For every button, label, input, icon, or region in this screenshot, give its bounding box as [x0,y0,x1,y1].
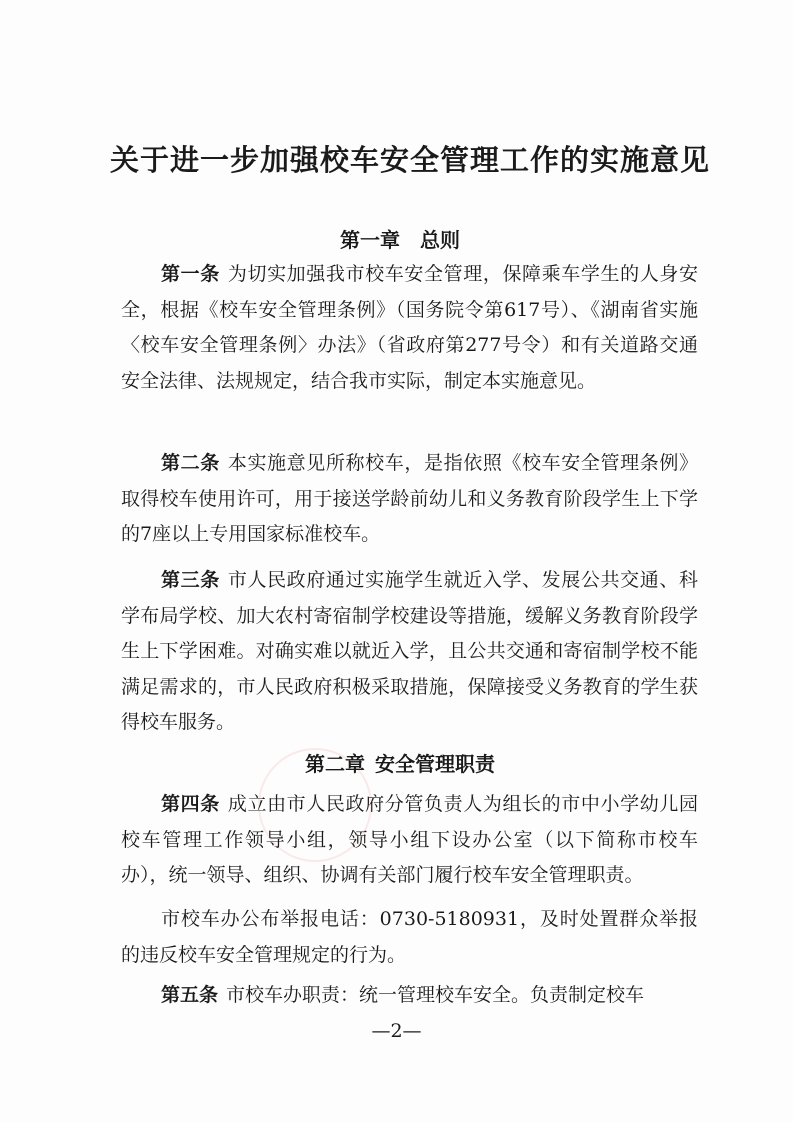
article-4-hotline-paragraph [121,902,698,973]
article-3-text: 市人民政府通过实施学生就近入学、发展公共交通、科学布局学校、加大农村寄宿制学校建设等措施，缓解义务教育阶段学生上下学困难。对确实难以就近入学，且公共交通和寄宿制学校不能满足需求的，市人民政府积极采取措施，保障接受义务教育的学生获得校车服务。 [121,569,698,733]
article-3 [121,563,698,741]
article-4-label: 第四条 [161,793,220,815]
page-number: —2— [371,1020,422,1042]
article-1-label: 第一条 [161,263,220,285]
article-2 [121,446,698,553]
article-2-label: 第二条 [161,452,220,474]
chapter-heading-1 [40,224,760,253]
article-1-text: 为切实加强我市校车安全管理，保障乘车学生的人身安全，根据《校车安全管理条例》（国务院令第617号）、《湖南省实施〈校车安全管理条例〉办法》（省政府第277号令）和有关道路交通安全法律、法规规定，结合我市实际，制定本实施意见。 [121,263,698,392]
article-5-text: 市校车办职责：统一管理校车安全。负责制定校车 [226,984,645,1006]
chapter-1-name: 总则 [420,228,460,252]
article-3-label: 第三条 [161,569,220,591]
article-5 [121,978,698,1014]
chapter-1-label: 第一章 [340,228,400,252]
article-1 [121,257,698,399]
chapter-2-label: 第二章 [305,752,365,776]
article-5-label: 第五条 [161,984,219,1006]
article-4 [121,787,698,894]
document-title: 关于进一步加强校车安全管理工作的实施意见 [109,143,710,177]
article-4-text: 成立由市人民政府分管负责人为组长的市中小学幼儿园校车管理工作领导小组，领导小组下设办公室（以下简称市校车办），统一领导、组织、协调有关部门履行校车安全管理职责。 [121,793,698,886]
chapter-heading-2 [40,748,760,777]
article-2-text: 本实施意见所称校车，是指依照《校车安全管理条例》取得校车使用许可，用于接送学龄前幼儿和义务教育阶段学生上下学的7座以上专用国家标准校车。 [121,452,698,545]
chapter-2-name: 安全管理职责 [375,752,495,776]
hotline-text: 市校车办公布举报电话：0730-5180931，及时处置群众举报的违反校车安全管理规定的行为。 [121,908,698,966]
